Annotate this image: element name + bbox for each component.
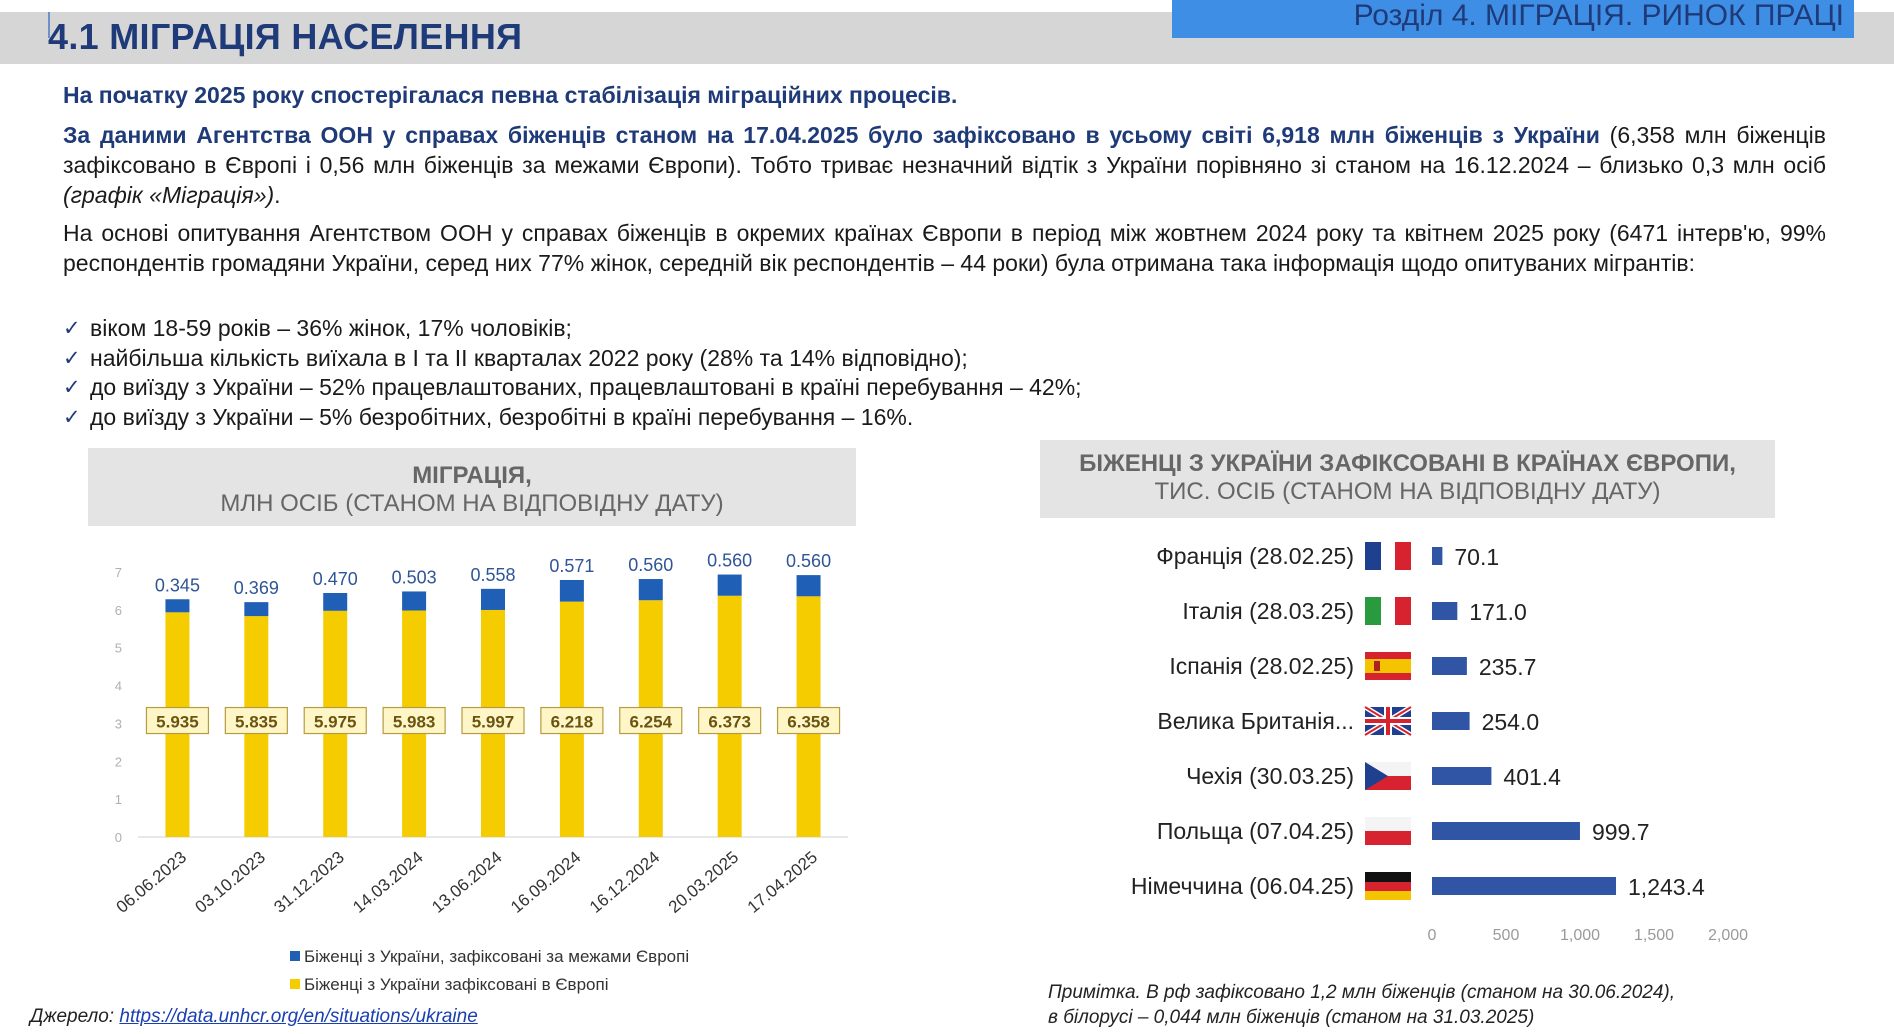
x-tick-label: 2,000 — [1707, 927, 1749, 944]
bar — [1432, 822, 1580, 840]
x-tick-label: 06.06.2023 — [112, 847, 191, 917]
category-label: Франція (28.02.25) — [1156, 543, 1354, 569]
x-tick-label: 16.12.2024 — [585, 847, 664, 917]
survey-findings-list — [63, 314, 1082, 432]
x-tick-label: 20.03.2025 — [664, 847, 743, 917]
data-label: 171.0 — [1469, 599, 1527, 625]
poland-flag-icon — [1365, 831, 1411, 845]
europe-chart-title-line1: БІЖЕНЦІ З УКРАЇНИ ЗАФІКСОВАНІ В КРАЇНАХ ЄВРОПИ, — [1079, 450, 1736, 477]
note-line1: Примітка. В рф зафіксовано 1,2 млн біженців (станом на 30.06.2024), — [1048, 982, 1675, 1003]
bar-outside-europe — [323, 593, 347, 611]
data-label-europe: 6.373 — [708, 712, 751, 732]
list-item-text: до виїзду з України – 5% безробітних, безробітні в країні перебування – 16%. — [90, 403, 914, 430]
bar — [1432, 767, 1491, 785]
source-line — [30, 1006, 478, 1028]
spain-flag-icon — [1374, 661, 1380, 671]
list-item — [63, 314, 1082, 344]
source-link[interactable]: https://data.unhcr.org/en/situations/ukraine — [119, 1006, 478, 1027]
bar-outside-europe — [402, 591, 426, 610]
x-tick-label: 03.10.2023 — [191, 847, 269, 917]
bar — [1432, 547, 1442, 565]
germany-flag-icon — [1365, 872, 1411, 882]
check-icon: ✓ — [63, 405, 81, 429]
list-item — [63, 344, 1082, 374]
survey-paragraph: На основі опитування Агентством ООН у справах біженців в окремих країнах Європи в період між жовтнем 2024 року та квітнем 2025 року (6471 інтерв'ю, 99% респондентів громадяни України, серед них 77% жінок, середній вік респондентів – 44 роки) була отримана така інформація щодо опитуваних мігрантів: — [63, 220, 1826, 276]
data-label-europe: 6.358 — [787, 712, 830, 732]
germany-flag-icon — [1365, 882, 1411, 891]
unhcr-highlight: За даними Агентства ООН у справах біженців станом на 17.04.2025 було зафіксовано в усьому світі 6,918 млн біженців з України — [63, 122, 1600, 148]
x-tick-label: 13.06.2024 — [428, 847, 506, 917]
unhcr-detail: (6,358 млн біженців зафіксовано в Європі і 0,56 млн біженців за межами Європи). Тобто триває незначний відтік з України порівняно зі станом на 16.12.2024 – близько 0,3 млн осіб — [63, 122, 1826, 178]
section-title: 4.1 МІГРАЦІЯ НАСЕЛЕННЯ — [48, 16, 523, 57]
y-tick-label: 7 — [114, 565, 122, 580]
x-tick-label: 31.12.2023 — [270, 847, 348, 917]
legend-item-europe — [290, 975, 608, 995]
data-label: 999.7 — [1591, 819, 1650, 845]
france-flag-icon — [1381, 542, 1395, 570]
data-label-outside-europe: 0.560 — [707, 550, 753, 571]
data-label-outside-europe: 0.345 — [154, 575, 200, 596]
bar — [1432, 602, 1457, 620]
data-label-europe: 5.975 — [313, 712, 357, 732]
bar-outside-europe — [639, 579, 663, 600]
unhcr-end: . — [274, 182, 281, 208]
check-icon: ✓ — [63, 346, 81, 370]
legend-item-outside-europe — [290, 947, 689, 967]
france-flag-icon — [1365, 542, 1381, 570]
note — [1048, 980, 1748, 1030]
source-label: Джерело: — [30, 1006, 115, 1027]
y-tick-label: 6 — [114, 602, 122, 618]
category-label: Італія (28.03.25) — [1182, 598, 1354, 624]
y-tick-label: 1 — [114, 792, 122, 808]
legend-swatch — [290, 979, 300, 989]
bar-outside-europe — [481, 589, 505, 610]
y-tick-label: 3 — [114, 716, 122, 732]
note-line2: в білорусі – 0,044 млн біженців (станом на 31.03.2025) — [1048, 1007, 1535, 1028]
legend-label: Біженці з України, зафіксовані за межами Європі — [304, 947, 690, 966]
list-item — [63, 373, 1082, 403]
data-label-outside-europe: 0.369 — [233, 578, 279, 599]
bar-outside-europe — [718, 575, 742, 596]
y-tick-label: 4 — [114, 678, 122, 694]
check-icon: ✓ — [63, 376, 81, 399]
data-label-europe: 5.983 — [392, 712, 436, 732]
chapter-label: Розділ 4. МІГРАЦІЯ. РИНОК ПРАЦІ — [1353, 0, 1844, 32]
italy-flag-icon — [1365, 597, 1381, 625]
bar-outside-europe — [797, 575, 821, 596]
x-tick-label: 16.09.2024 — [507, 847, 585, 917]
data-label-outside-europe: 0.558 — [470, 564, 516, 585]
list-item-text: віком 18-59 років – 36% жінок, 17% чоловіків; — [90, 315, 572, 341]
bar — [1432, 877, 1616, 895]
data-label: 401.4 — [1503, 764, 1561, 790]
legend-swatch — [290, 951, 300, 961]
data-label-outside-europe: 0.503 — [391, 567, 437, 588]
data-label: 1,243.4 — [1628, 874, 1705, 900]
data-label-outside-europe: 0.560 — [786, 551, 832, 572]
chart-reference: (графік «Міграція») — [63, 182, 275, 208]
x-tick-label: 1,000 — [1559, 927, 1601, 944]
migration-chart — [88, 540, 868, 965]
category-label: Іспанія (28.02.25) — [1169, 653, 1354, 679]
europe-chart-title-line2: ТИС. ОСІБ (СТАНОМ НА ВІДПОВІДНУ ДАТУ) — [1154, 478, 1661, 505]
x-tick-label: 1,500 — [1633, 927, 1675, 944]
data-label-europe: 5.935 — [156, 712, 199, 732]
spain-flag-icon — [1365, 659, 1411, 673]
uk-flag-icon — [1386, 707, 1390, 735]
x-tick-label: 0 — [1427, 927, 1437, 944]
france-flag-icon — [1395, 542, 1411, 570]
bar-outside-europe — [560, 580, 584, 602]
data-label-outside-europe: 0.470 — [312, 569, 358, 590]
x-tick-label: 14.03.2024 — [349, 847, 427, 917]
lead-paragraph: На початку 2025 року спостерігалася певна стабілізація міграційних процесів. — [63, 82, 958, 108]
data-label-europe: 5.997 — [471, 712, 515, 732]
bar-outside-europe — [244, 602, 268, 616]
italy-flag-icon — [1395, 597, 1411, 625]
x-tick-label: 500 — [1492, 927, 1520, 944]
data-label-europe: 6.254 — [629, 712, 673, 732]
category-label: Велика Британія... — [1157, 708, 1354, 734]
category-label: Німеччина (06.04.25) — [1130, 873, 1354, 899]
migration-chart-title-line1: МІГРАЦІЯ, — [412, 462, 532, 489]
migration-chart-title — [88, 448, 856, 526]
data-label-europe: 6.218 — [550, 712, 594, 732]
y-tick-label: 0 — [114, 830, 122, 845]
list-item-text: до виїзду з України – 52% працевлаштованих, працевлаштовані в країні перебування – 42%; — [90, 374, 1082, 400]
data-label-outside-europe: 0.560 — [628, 555, 674, 576]
data-label-europe: 5.835 — [235, 712, 278, 732]
bar — [1432, 712, 1470, 730]
germany-flag-icon — [1365, 891, 1411, 900]
list-item-text: найбільша кількість виїхала в І та ІІ кварталах 2022 року (28% та 14% відповідно); — [90, 344, 968, 371]
check-icon: ✓ — [63, 317, 81, 340]
list-item — [63, 403, 1082, 433]
category-label: Чехія (30.03.25) — [1186, 763, 1354, 789]
italy-flag-icon — [1381, 597, 1395, 625]
y-tick-label: 5 — [114, 640, 122, 656]
data-label-outside-europe: 0.571 — [549, 555, 595, 576]
migration-chart-title-line2: МЛН ОСІБ (СТАНОМ НА ВІДПОВІДНУ ДАТУ) — [220, 490, 724, 517]
poland-flag-icon — [1365, 817, 1411, 831]
category-label: Польща (07.04.25) — [1156, 818, 1354, 844]
y-tick-label: 2 — [114, 754, 122, 770]
data-label: 254.0 — [1481, 709, 1540, 735]
data-label: 235.7 — [1478, 654, 1537, 680]
unhcr-paragraph — [63, 120, 1826, 210]
chapter-banner — [1172, 0, 1854, 38]
europe-refugees-chart — [1040, 525, 1840, 950]
europe-refugees-chart-title — [1040, 440, 1775, 518]
legend-label: Біженці з України зафіксовані в Європі — [304, 975, 609, 994]
x-tick-label: 17.04.2025 — [743, 847, 822, 917]
bar — [1432, 657, 1467, 675]
data-label: 70.1 — [1454, 544, 1500, 570]
bar-outside-europe — [165, 599, 189, 612]
